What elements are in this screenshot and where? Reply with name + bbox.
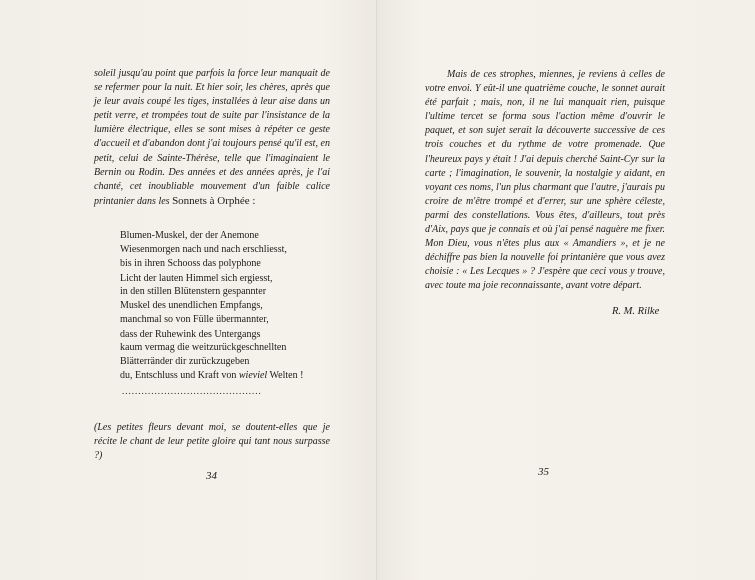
left-prose-text: soleil jusqu'au point que parfois la force leur manquait de se refermer pour la nuit. Et hier soir, les chères, après que je leur avais coupé les tiges, installées à leur aise dans un petit verre, et trompées tout de suite par l'insistance de la lumière électrique, elles se sont mises à répéter ce geste d'accueil et d'abandon dont j'ai toujours pensé qu'il est, en petit, celui de Sainte-Thérèse, telle que l'imaginaient le Bernin ou Rodin. Des années et des années après, je l'ai chanté, cet inoubliable mouvement d'un faible calice printanier dans les [94, 68, 330, 207]
poem-stanza-1 [120, 229, 287, 286]
parenthetical-note: (Les petites fleurs devant moi, se doutent-elles que je récite le chant de leur petite gloire qui tant nous surpasse ?) [94, 422, 330, 462]
verse-line: Wiesenmorgen nach und nach erschliesst, [120, 244, 287, 256]
omission-dots: ........................................... [122, 386, 262, 396]
sonnets-title: Sonnets à Orphée : [172, 194, 256, 207]
verse-italic-word: wieviel [238, 370, 268, 382]
right-prose-text: Mais de ces strophes, miennes, je reviens à celles de votre envoi. Y eût-il une quatrième couche, le sonnet aurait été parfait ; mais, non, il ne lui manquait rien, puisque l'ultime tercet se forma sous l'action même d'ouvrir le paquet, et son sujet serait la découverte successive de ces trois couches et du rythme de votre promenade. Que l'heureux pays y était ! J'ai depuis cherché Saint-Cyr sur la carte ; l'imagination, le souvenir, la nostalgie y aidant, en voyant ces noms, l'un plus charmant que l'autre, j'aurais pu croire de m'être trompé et d'errer, sur une sphère céleste, parmi des constellations. Vous êtes, d'ailleurs, tout près d'Aix, pays que je connais et où j'ai pensé naguère me fixer. Mon Dieu, vous n'êtes plus aux « Amandiers », et je ne déchiffre pas bien la nouvelle foi printanière que vous avez choisie : « Les Lecques » ? J'espère que ceci vous y trouve, avec toute ma joie reconnaissante, avant votre départ. [425, 69, 665, 292]
left-page-prose [94, 67, 330, 209]
page-number-right: 35 [538, 466, 549, 478]
verse-line: Licht der lauten Himmel sich ergiesst, [120, 272, 273, 284]
poem-stanza-3 [120, 341, 303, 384]
verse-line: in den stillen Blütenstern gespannter [120, 286, 267, 297]
verse-text-tail: Welten ! [267, 370, 304, 382]
verse-line-final [120, 369, 303, 383]
verse-line: kaum vermag die weitzurückgeschnellten [120, 342, 287, 353]
verse-line: Blätterränder dir zurückzugeben [120, 356, 250, 368]
verse-line: Blumen-Muskel, der der Anemone [120, 230, 259, 241]
verse-line: dass der Ruhewink des Untergangs [120, 328, 261, 340]
left-page [0, 0, 377, 580]
verse-line: bis in ihren Schooss das polyphone [120, 258, 261, 270]
page-number-left: 34 [206, 470, 217, 482]
verse-line: Muskel des unendlichen Empfangs, [120, 300, 263, 312]
right-page-prose [425, 68, 665, 294]
poem-stanza-2 [120, 285, 269, 342]
signature: R. M. Rilke [612, 306, 660, 317]
verse-text: du, Entschluss und Kraft von [120, 370, 237, 382]
verse-line: manchmal so von Fülle übermannter, [120, 314, 269, 326]
